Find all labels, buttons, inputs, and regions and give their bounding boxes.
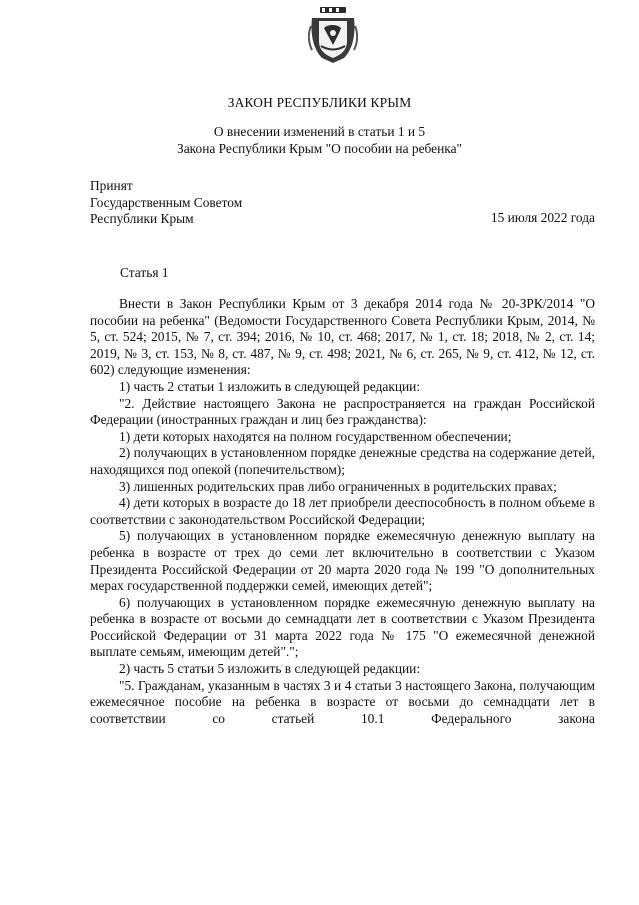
paragraph-subitem-2: 2) получающих в установленном порядке денежные средства на содержание детей, находящихся под опекой (попечительством); bbox=[90, 445, 595, 477]
crimea-coat-of-arms-icon bbox=[308, 6, 358, 64]
adoption-block bbox=[90, 178, 595, 228]
paragraph-subitem-4: 4) дети которых в возрасте до 18 лет приобрели дееспособность в полном объеме в соответствии с законодательством Российской Федерации; bbox=[90, 495, 595, 527]
paragraph-subitem-6: 6) получающих в установленном порядке ежемесячную денежную выплату на ребенка в возрасте от восьми до семнадцати лет в соответствии с Указом Президента Российской Федерации от 31 марта 2022 года № 175 "О ежемесячной денежной выплате семьям, имеющим детей"."; bbox=[90, 594, 595, 660]
article-heading: Статья 1 bbox=[120, 265, 169, 280]
adopted-line-3: Республики Крым bbox=[90, 211, 194, 227]
paragraph-intro: Внести в Закон Республики Крым от 3 декабря 2014 года № 20-ЗРК/2014 "О пособии на ребенка" (Ведомости Государственного Совета Республики Крым, 2014, № 5, ст. 524; 2015, № 7, ст. 394; 2016, № 10, ст. 468; 2017, № 1, ст. 18; 2018, № 2, ст. 14; 2019, № 3, ст. 153, № 8, ст. 487, № 9, ст. 498; 2021, № 6, ст. 265, № 9, ст. 412, № 12, ст. 602) следующие изменения: bbox=[90, 296, 595, 378]
law-subtitle bbox=[0, 124, 639, 157]
paragraph-subitem-5: 5) получающих в установленном порядке ежемесячную денежную выплату на ребенка в возрасте от трех до семи лет включительно в соответствии с Указом Президента Российской Федерации от 20 марта 2020 года № 199 "О дополнительных мерах государственной поддержки семей, имеющих детей"; bbox=[90, 528, 595, 594]
paragraph-subitem-1: 1) дети которых находятся на полном государственном обеспечении; bbox=[119, 428, 512, 444]
paragraph-subitem-3: 3) лишенных родительских прав либо ограниченных в родительских правах; bbox=[119, 478, 557, 494]
law-title: ЗАКОН РЕСПУБЛИКИ КРЫМ bbox=[227, 95, 412, 110]
paragraph-item-2: 2) часть 5 статьи 5 изложить в следующей редакции: bbox=[119, 661, 421, 677]
law-subtitle-line-2: Закона Республики Крым "О пособии на ребенка" bbox=[177, 140, 462, 156]
law-subtitle-line-1: О внесении изменений в статьи 1 и 5 bbox=[213, 124, 426, 139]
paragraph-part-5: "5. Гражданам, указанным в частях 3 и 4 статьи 3 настоящего Закона, получающим ежемесячное пособие на ребенка в возрасте от восьми до семнадцати лет в соответствии со статьей 10.1 Федерального закона bbox=[90, 677, 595, 726]
adopted-line-1: Принят bbox=[90, 178, 133, 193]
adoption-date: 15 июля 2022 года bbox=[490, 210, 595, 225]
adopted-line-2: Государственным Советом bbox=[90, 194, 243, 210]
paragraph-part-2: "2. Действие настоящего Закона не распространяется на граждан Российской Федерации (иностранных граждан и лиц без гражданства): bbox=[90, 395, 595, 428]
document-body bbox=[90, 296, 595, 727]
paragraph-item-1: 1) часть 2 статьи 1 изложить в следующей редакции: bbox=[119, 378, 421, 394]
